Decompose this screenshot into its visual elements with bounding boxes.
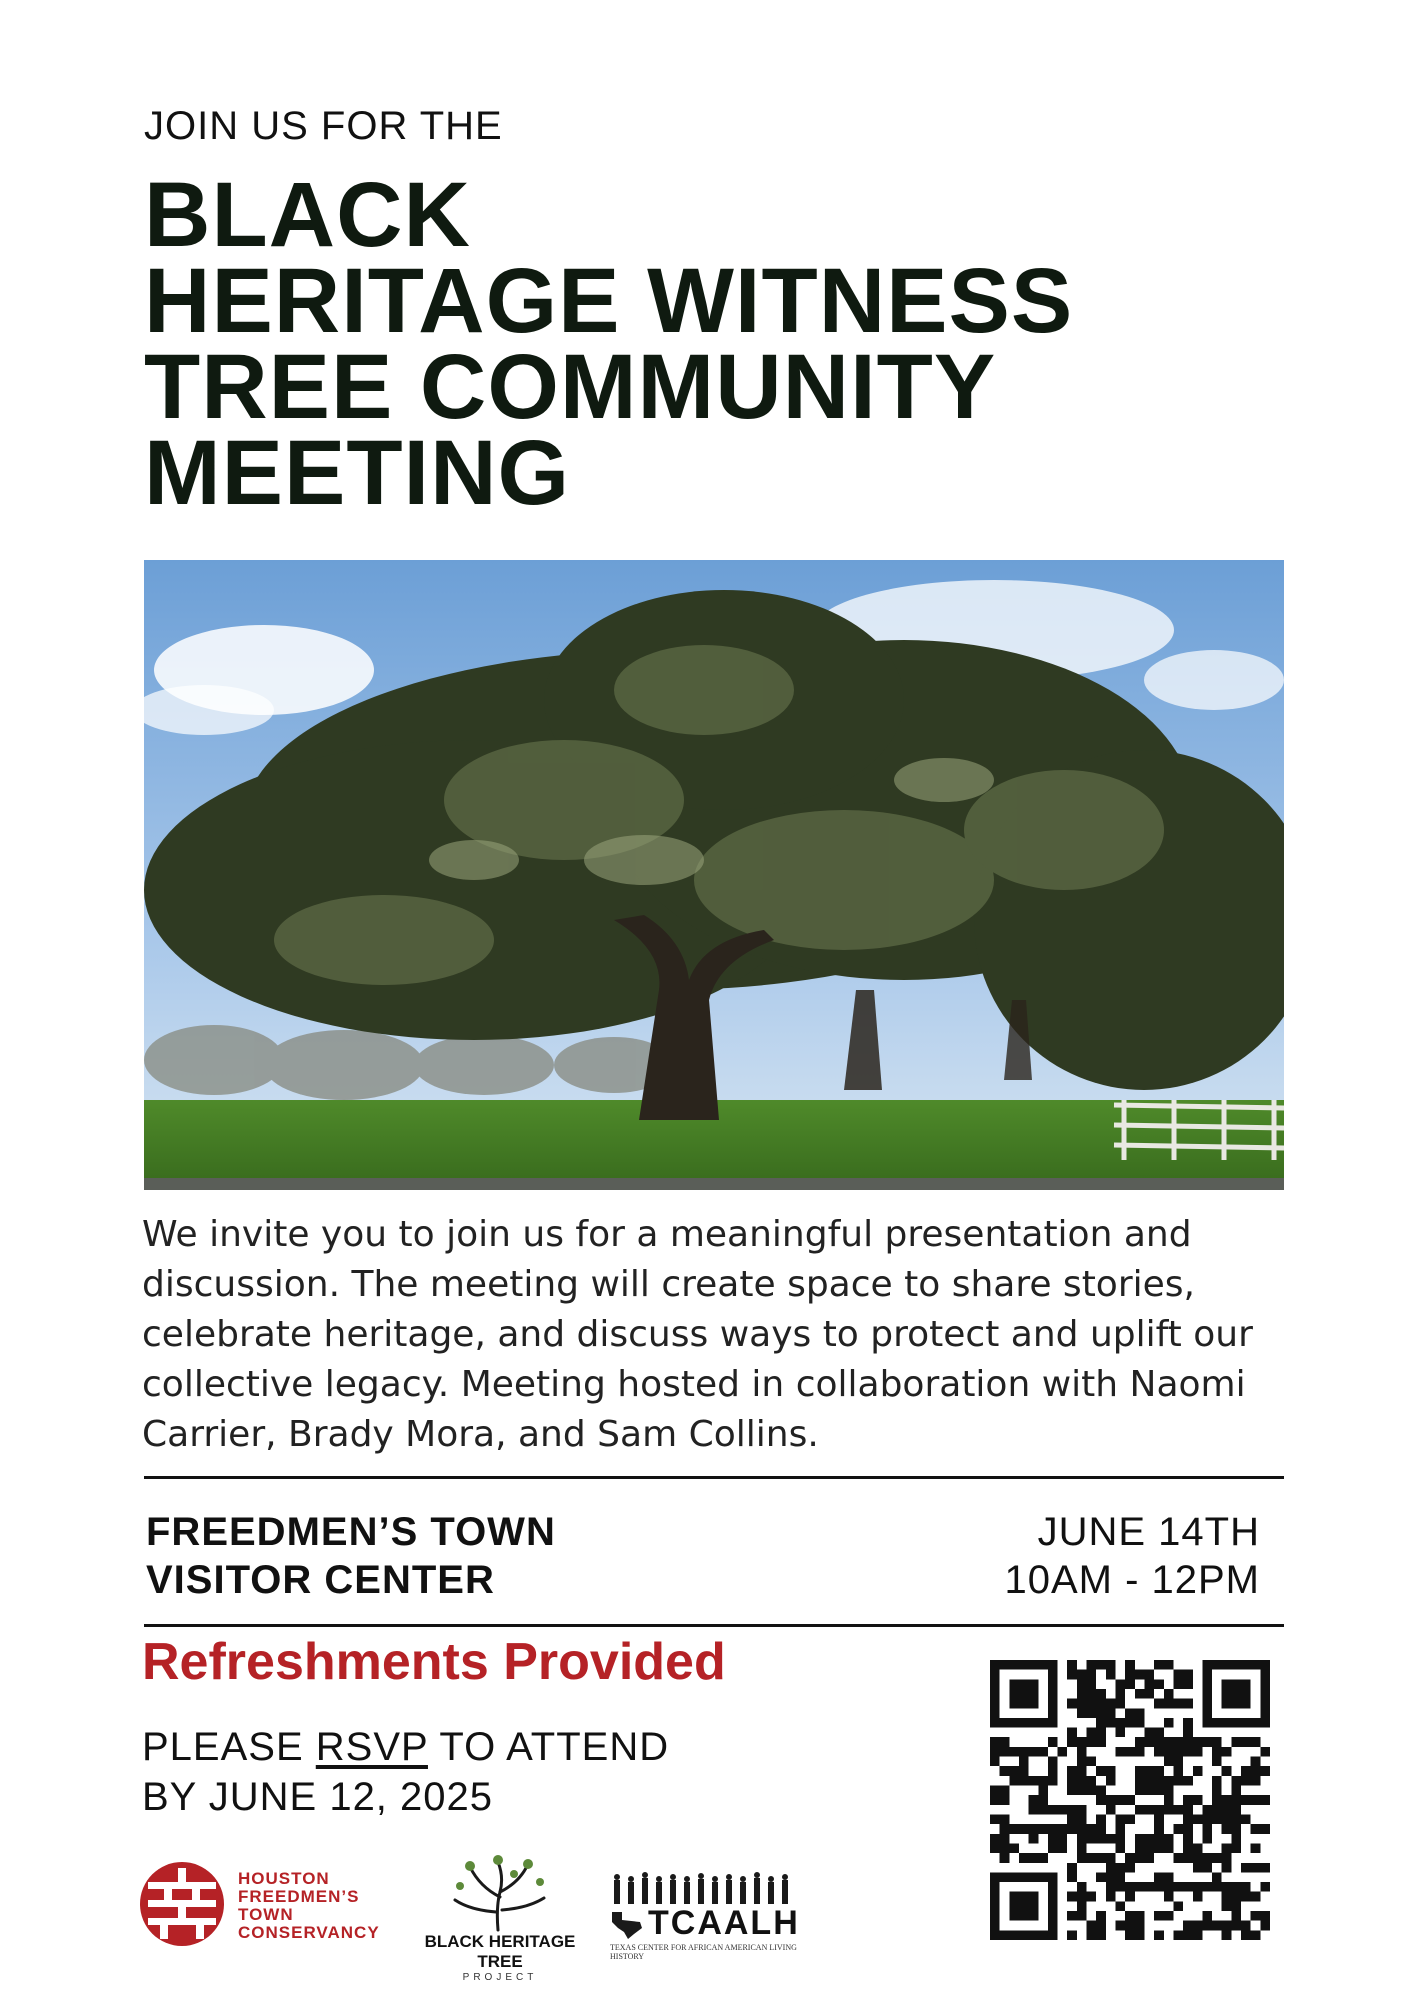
rsvp-link[interactable]: RSVP	[315, 1725, 428, 1769]
title-line: TREE COMMUNITY	[144, 336, 997, 438]
tree-logo-icon	[440, 1852, 560, 1932]
rsvp-deadline: BY JUNE 12, 2025	[142, 1775, 494, 1819]
rsvp-note	[142, 1722, 669, 1822]
venue-line: VISITOR CENTER	[146, 1558, 495, 1602]
event-description: We invite you to join us for a meaningful presentation and discussion. The meeting will create space to share stories, celebrate heritage, and discuss ways to protect and uplift our collective legacy. Meeting hosted in collaboration with Naomi Carrier, Brady Mora, and Sam Collins.	[142, 1214, 1253, 1455]
hftc-line: HOUSTON	[238, 1869, 330, 1888]
qr-code[interactable]	[990, 1660, 1270, 1940]
refreshments-note: Refreshments Provided	[142, 1633, 726, 1691]
event-date: JUNE 14TH	[1037, 1510, 1260, 1554]
page-title	[144, 164, 1294, 524]
event-time: 10AM - 12PM	[1004, 1558, 1260, 1602]
hftc-line: TOWN	[238, 1905, 294, 1924]
hftc-line: CONSERVANCY	[238, 1923, 380, 1942]
bht-name: BLACK HERITAGE TREE	[424, 1932, 576, 1971]
kicker-text: JOIN US FOR THE	[144, 104, 503, 148]
title-line: HERITAGE WITNESS	[144, 250, 1074, 352]
rsvp-prefix: PLEASE	[142, 1725, 316, 1769]
oak-tree-photo	[144, 560, 1284, 1190]
rsvp-suffix: TO ATTEND	[427, 1725, 670, 1769]
tcaalh-sub: TEXAS CENTER FOR AFRICAN AMERICAN LIVING HISTORY	[610, 1943, 797, 1961]
title-line: MEETING	[144, 422, 571, 524]
venue	[146, 1508, 556, 1604]
tcaalh-name: TCAALH	[648, 1904, 800, 1942]
divider	[144, 1624, 1284, 1627]
texas-icon	[610, 1908, 644, 1940]
hftc-name	[238, 1870, 380, 1942]
bht-sub: PROJECT	[462, 1972, 538, 1983]
hftc-line: FREEDMEN’S	[238, 1887, 360, 1906]
divider	[144, 1476, 1284, 1479]
bht-logo	[410, 1852, 590, 1983]
tcaalh-logo	[610, 1870, 810, 1961]
venue-line: FREEDMEN’S TOWN	[146, 1510, 556, 1554]
silhouettes-texas-icon	[610, 1870, 810, 1904]
hftc-logo-icon	[138, 1860, 226, 1948]
event-datetime	[1004, 1508, 1260, 1604]
title-line: BLACK	[144, 164, 471, 266]
